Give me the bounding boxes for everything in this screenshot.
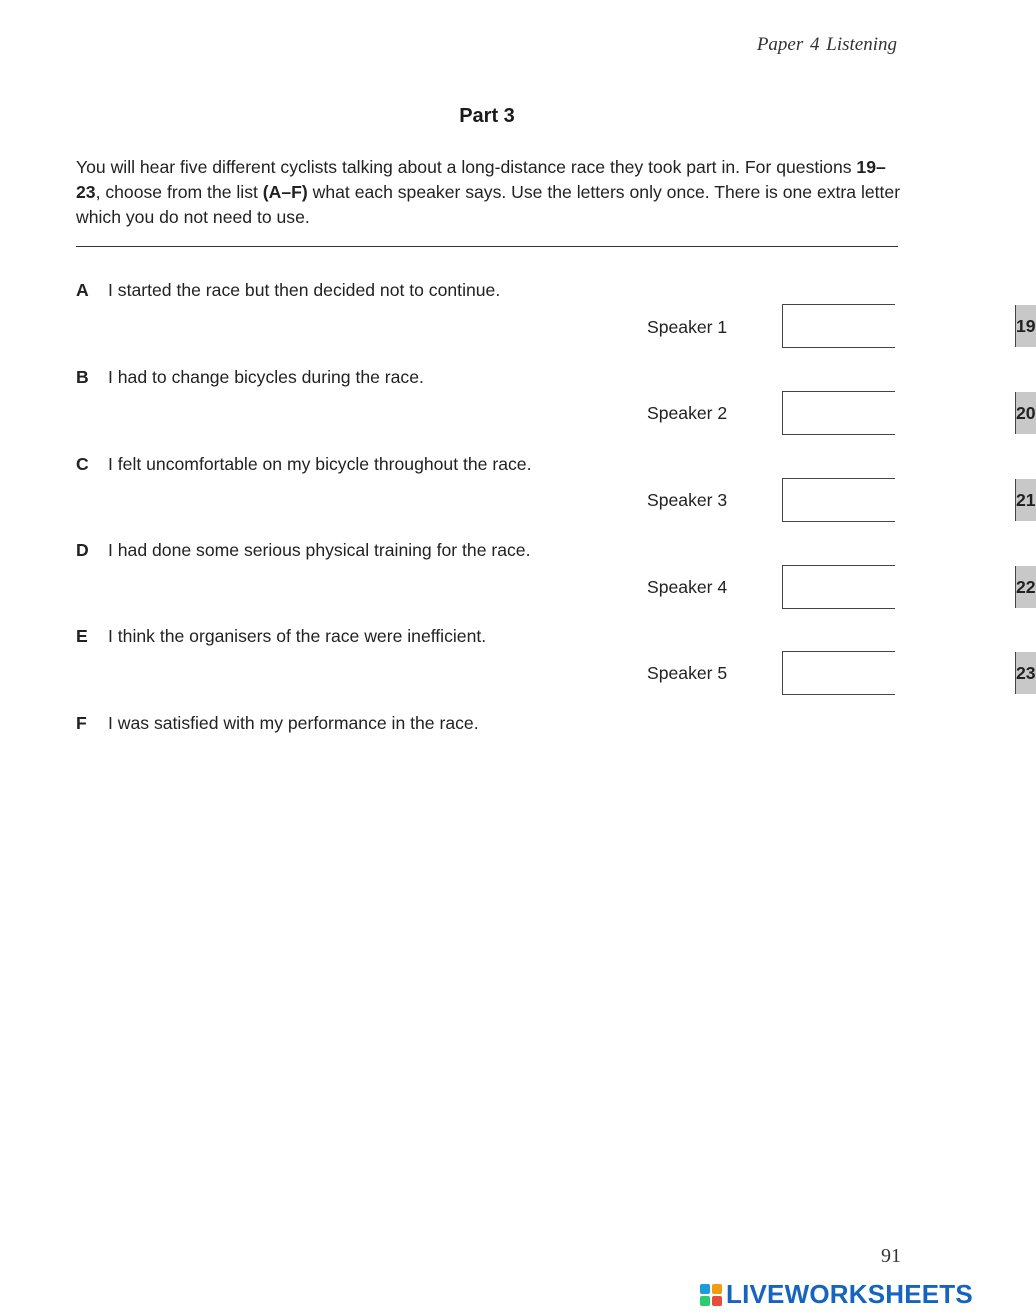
option-letter: A [76, 280, 89, 300]
logo-square [700, 1284, 710, 1294]
answer-input-speaker-4[interactable] [783, 566, 1016, 608]
speaker-5-label: Speaker 5 [647, 663, 728, 683]
option-letter: C [76, 454, 89, 474]
speaker-1-label: Speaker 1 [647, 317, 728, 337]
speaker-4-label: Speaker 4 [647, 577, 728, 597]
option-text: I think the organisers of the race were inefficient. [108, 626, 487, 646]
option-e [76, 626, 486, 647]
option-c [76, 454, 531, 475]
letter-range: (A–F) [262, 182, 308, 202]
logo-square [712, 1296, 722, 1306]
answer-box-23 [782, 651, 1036, 695]
answer-box-22 [782, 565, 1036, 609]
option-letter: D [76, 540, 89, 560]
question-number: 22 [1016, 566, 1036, 608]
option-text: I started the race but then decided not to continue. [108, 280, 501, 300]
answer-box-19 [782, 304, 1036, 348]
liveworksheets-logo-icon [700, 1284, 722, 1306]
option-text: I felt uncomfortable on my bicycle throughout the race. [108, 454, 532, 474]
speaker-3-label: Speaker 3 [647, 490, 728, 510]
instructions-text: what each speaker says. Use the letters only once. There is one extra letter which you do not need to use. [76, 182, 901, 227]
question-number: 21 [1016, 479, 1036, 521]
running-header: Paper 4 Listening [756, 34, 897, 55]
answer-input-speaker-1[interactable] [783, 305, 1016, 347]
page-number: 91 [881, 1245, 901, 1267]
divider [76, 246, 898, 247]
option-f [76, 713, 479, 734]
option-text: I was satisfied with my performance in the race. [108, 713, 479, 733]
logo-square [700, 1296, 710, 1306]
speaker-2-label: Speaker 2 [647, 403, 728, 423]
option-text: I had done some serious physical training for the race. [108, 540, 531, 560]
instructions-text: , choose from the list [95, 182, 263, 202]
brand-text: LIVEWORKSHEETS [726, 1279, 973, 1309]
answer-box-20 [782, 391, 1036, 435]
option-b [76, 367, 424, 388]
instructions-text: You will hear five different cyclists talking about a long-distance race they took part in. For questions [76, 157, 857, 177]
part-title: Part 3 [459, 105, 515, 127]
option-letter: B [76, 367, 89, 387]
logo-square [712, 1284, 722, 1294]
option-d [76, 540, 530, 561]
question-number: 19 [1016, 305, 1036, 347]
option-letter: E [76, 626, 88, 646]
answer-box-21 [782, 478, 1036, 522]
liveworksheets-brand [700, 1279, 973, 1310]
instructions [76, 155, 901, 230]
option-a [76, 280, 500, 301]
question-range: 19–23 [76, 157, 886, 202]
option-text: I had to change bicycles during the race. [108, 367, 424, 387]
answer-input-speaker-3[interactable] [783, 479, 1016, 521]
answer-input-speaker-5[interactable] [783, 652, 1016, 694]
question-number: 20 [1016, 392, 1036, 434]
option-letter: F [76, 713, 87, 733]
question-number: 23 [1016, 652, 1036, 694]
answer-input-speaker-2[interactable] [783, 392, 1016, 434]
